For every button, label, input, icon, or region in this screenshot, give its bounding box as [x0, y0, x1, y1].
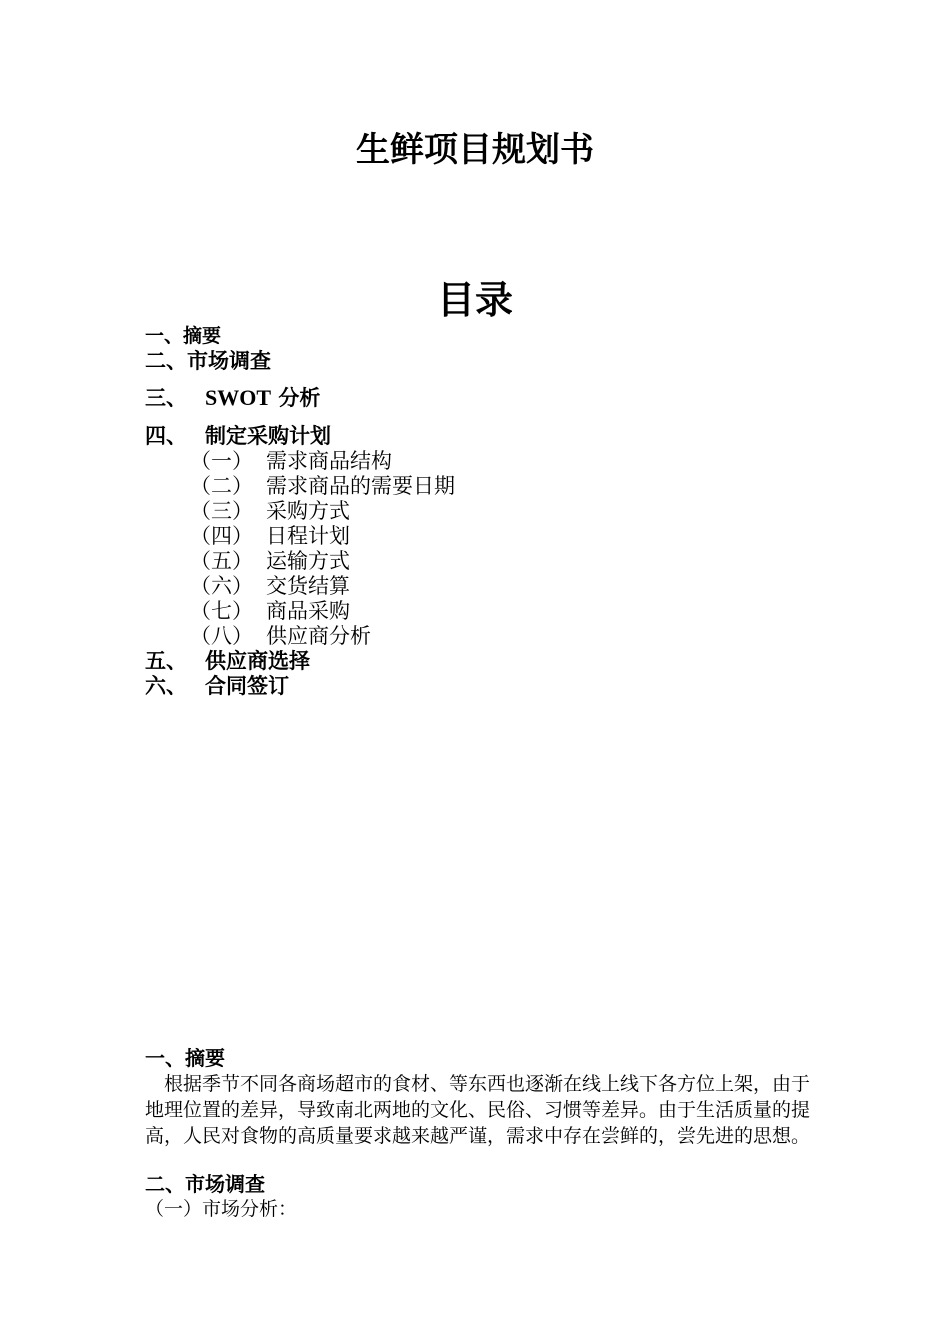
section-heading-market-research: 二、市场调查: [145, 1172, 265, 1196]
toc-subitem-label: 交货结算: [266, 574, 350, 598]
toc-item-label: 分析: [271, 386, 321, 410]
toc-subitem: [190, 498, 350, 524]
toc-item-number: 四、: [145, 424, 187, 448]
toc-subitem: [190, 623, 371, 649]
toc-subitem-label: 供应商分析: [266, 624, 371, 648]
toc-subitem: [190, 548, 350, 574]
toc-subitem-label: 商品采购: [266, 599, 350, 623]
toc-subitem-number: （一）: [190, 449, 253, 473]
toc-item-supplier-selection: [145, 648, 310, 674]
toc-subitem-number: （四）: [190, 524, 253, 548]
toc-item-number: 六、: [145, 674, 187, 698]
toc-item-label: 合同签订: [205, 674, 289, 698]
toc-subitem-label: 运输方式: [266, 549, 350, 573]
toc-subitem-number: （五）: [190, 549, 253, 573]
toc-subitem: [190, 523, 350, 549]
toc-subitem-label: 日程计划: [266, 524, 350, 548]
toc-item-swot: [145, 385, 320, 411]
toc-item-number: 一、: [145, 325, 184, 347]
toc-subitem-number: （八）: [190, 624, 253, 648]
document-title: 生鲜项目规划书: [356, 130, 594, 170]
toc-subitem-label: 采购方式: [266, 499, 350, 523]
section-heading-abstract: 一、摘要: [145, 1046, 225, 1070]
toc-subitem: [190, 598, 350, 624]
toc-heading: 目录: [436, 278, 513, 322]
toc-subitem: [190, 448, 392, 474]
toc-subitem-number: （七）: [190, 599, 253, 623]
toc-item-label: 摘要: [183, 325, 222, 347]
toc-item-label: 制定采购计划: [205, 424, 331, 448]
toc-item-number: 五、: [145, 649, 187, 673]
toc-item-label: 供应商选择: [205, 649, 310, 673]
abstract-paragraph: 根据季节不同各商场超市的食材、等东西也逐渐在线上线下各方位上架，由于地理位置的差异，导致南北两地的文化、民俗、习惯等差异。由于生活质量的提高，人民对食物的高质量要求越来越严谨，需求中存在尝鲜的，尝先进的思想。: [145, 1073, 811, 1147]
toc-subitem-number: （二）: [190, 474, 253, 498]
toc-subitem: [190, 573, 350, 599]
toc-subitem-label: 需求商品的需要日期: [266, 474, 455, 498]
toc-subitem: [190, 473, 455, 499]
toc-item-number: 三、: [145, 386, 187, 410]
toc-item-contract-signing: [145, 673, 289, 699]
toc-subitem-number: （六）: [190, 574, 253, 598]
toc-item-market-research: [145, 348, 271, 374]
subsection-market-analysis: （一）市场分析：: [145, 1198, 298, 1220]
toc-subitem-label: 需求商品结构: [266, 449, 392, 473]
toc-subitem-number: （三）: [190, 499, 253, 523]
toc-item-procurement-plan: [145, 423, 331, 449]
toc-item-number: 二、: [145, 349, 187, 373]
toc-item-label: 市场调查: [187, 349, 271, 373]
toc-item-label-prefix: SWOT: [205, 385, 272, 410]
toc-item-abstract: [145, 323, 221, 349]
